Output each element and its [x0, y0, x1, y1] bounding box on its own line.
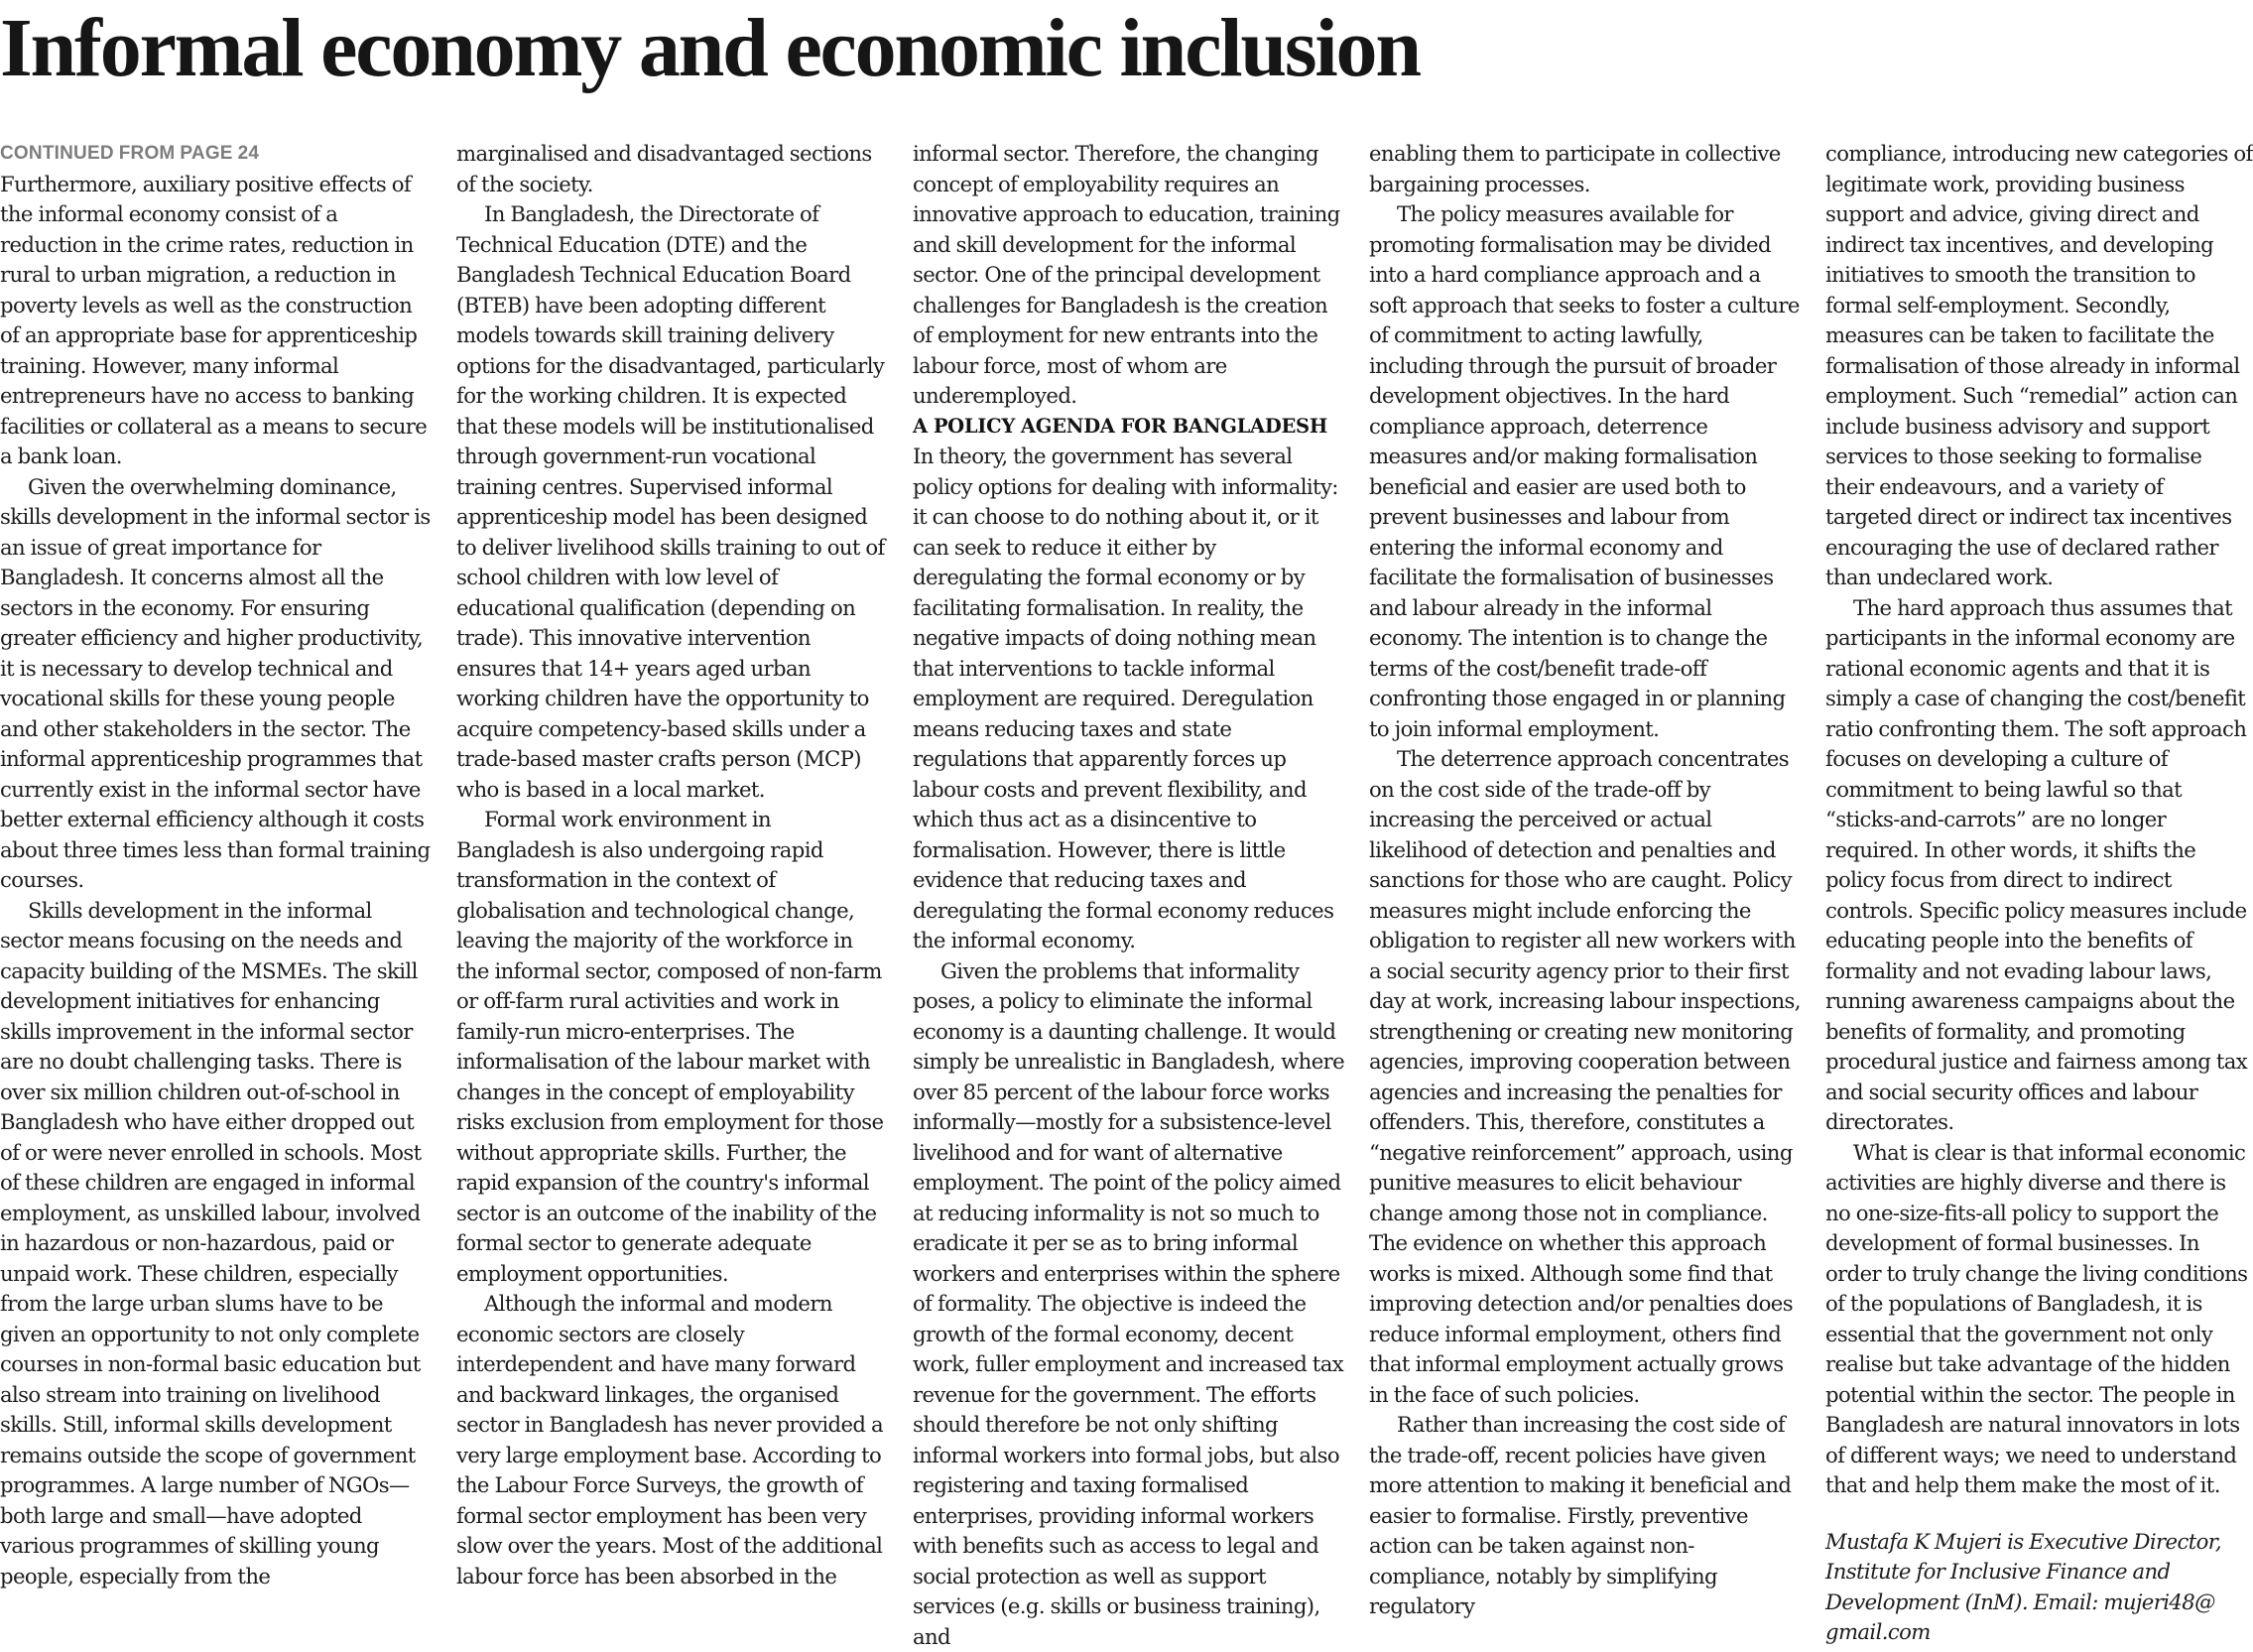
paragraph: In Bangladesh, the Directorate of Technical Education (DTE) and the Bangladesh Technical Education Board (BTEB) have been adopting different models towards skill training delivery options for the disadvantaged, particularly for the working children. It is expected that these models will be institutionalised through government-run vocational training centres. Supervised informal apprenticeship model has been designed to deliver livelihood skills training to out of school children with low level of educational qualification (depending on trade). This innovative intervention ensures that 14+ years aged urban working children have the opportunity to acquire competency-based skills under a trade-based master crafts person (MCP) who is based in a local market. — [456, 199, 889, 805]
paragraph-continued: compliance, introducing new categories of legitimate work, providing business support and advice, giving direct and indirect tax incentives, and developing initiatives to smooth the transition to formal self-employment. Secondly, measures can be taken to facilitate the formalisation of those already in informal employment. Such “remedial” action can include business advisory and support services to those seeking to formalise their endeavours, and a variety of targeted direct or indirect tax incentives encouraging the use of declared rather than undeclared work. — [1825, 139, 2253, 593]
paragraph: Furthermore, auxiliary positive effects of the informal economy consist of a reduction in the crime rates, reduction in rural to urban migration, a reduction in poverty levels as well as the construction of an appropriate base for apprenticeship training. However, many informal entrepreneurs have no access to banking facilities or collateral as a means to secure a bank loan. — [0, 170, 433, 472]
article-column-1 — [0, 139, 433, 1587]
continued-from-label: CONTINUED FROM PAGE 24 — [0, 139, 433, 170]
paragraph: The deterrence approach concentrates on the cost side of the trade-off by increasing the perceived or actual likelihood of detection and penalties and sanctions for those who are caught. Policy measures might include enforcing the obligation to register all new workers with a social security agency prior to their first day at work, increasing labour inspections, strengthening or creating new monitoring agencies, improving cooperation between agencies and increasing the penalties for offenders. This, therefore, constitutes a “negative reinforcement” approach, using punitive measures to elicit behaviour change among those not in compliance. The evidence on whether this approach works is mixed. Although some find that improving detection and/or penalties does reduce informal employment, others find that informal employment actually grows in the face of such policies. — [1369, 744, 1802, 1410]
paragraph: Formal work environment in Bangladesh is also undergoing rapid transformation in the context of globalisation and technological change, leaving the majority of the workforce in the informal sector, composed of non-farm or off-farm rural activities and work in family-run micro-enterprises. The informalisation of the labour market with changes in the concept of employability risks exclusion from employment for those without appropriate skills. Further, the rapid expansion of the country's informal sector is an outcome of the inability of the formal sector to generate adequate employment opportunities. — [456, 805, 889, 1289]
article-headline: Informal economy and economic inclusion — [0, 4, 1420, 93]
article-column-3 — [913, 139, 1345, 1587]
paragraph: In theory, the government has several policy options for dealing with informality: it can choose to do nothing about it, or it can seek to reduce it either by deregulating the formal economy or by facilitating formalisation. In reality, the negative impacts of doing nothing mean that interventions to tackle informal employment are required. Deregulation means reducing taxes and state regulations that apparently forces up labour costs and prevent flexibility, and which thus act as a disincentive to formalisation. However, there is little evidence that reducing taxes and deregulating the formal economy reduces the informal economy. — [913, 442, 1345, 956]
paragraph: The hard approach thus assumes that participants in the informal economy are rational economic agents and that it is simply a case of changing the cost/benefit ratio confronting them. The soft approach focuses on developing a culture of commitment to being lawful so that “sticks-and-carrots” are no longer required. In other words, it shifts the policy focus from direct to indirect controls. Specific policy measures include educating people into the benefits of formality and not evading labour laws, running awareness campaigns about the benefits of formality, and promoting procedural justice and fairness among tax and social security offices and labour directorates. — [1825, 593, 2253, 1138]
paragraph-continued: enabling them to participate in collective bargaining processes. — [1369, 139, 1802, 199]
paragraph: Although the informal and modern economic sectors are closely interdependent and have many forward and backward linkages, the organised sector in Bangladesh has never provided a very large employment base. According to the Labour Force Surveys, the growth of formal sector employment has been very slow over the years. Most of the additional labour force has been absorbed in the — [456, 1289, 889, 1591]
section-subhead: A POLICY AGENDA FOR BANGLADESH — [913, 412, 1345, 443]
paragraph-continued: informal sector. Therefore, the changing concept of employability requires an innovative approach to education, training and skill development for the informal sector. One of the principal development challenges for Bangladesh is the creation of employment for new entrants into the labour force, most of whom are underemployed. — [913, 139, 1345, 412]
paragraph: What is clear is that informal economic activities are highly diverse and there is no one-size-fits-all policy to support the development of formal businesses. In order to truly change the living conditions of the populations of Bangladesh, it is essential that the government not only realise but take advantage of the hidden potential within the sector. The people in Bangladesh are natural innovators in lots of different ways; we need to understand that and help them make the most of it. — [1825, 1138, 2253, 1501]
article-column-4 — [1369, 139, 1802, 1587]
paragraph: Given the problems that informality poses, a policy to eliminate the informal economy is a daunting challenge. It would simply be unrealistic in Bangladesh, where over 85 percent of the labour force works informally—mostly for a subsistence-level livelihood and for want of alternative employment. The point of the policy aimed at reducing informality is not so much to eradicate it per se as to bring informal workers and enterprises within the sphere of formality. The objective is indeed the growth of the formal economy, decent work, fuller employment and increased tax revenue for the government. The efforts should therefore be not only shifting informal workers into formal jobs, but also registering and taxing formalised enterprises, providing informal workers with benefits such as access to legal and social protection as well as support services (e.g. skills or business training), and — [913, 956, 1345, 1652]
article-column-2 — [456, 139, 889, 1587]
paragraph: Given the overwhelming dominance, skills development in the informal sector is an issue of great importance for Bangladesh. It concerns almost all the sectors in the economy. For ensuring greater efficiency and higher productivity, it is necessary to develop technical and vocational skills for these young people and other stakeholders in the sector. The informal apprenticeship programmes that currently exist in the informal sector have better external efficiency although it costs about three times less than formal training courses. — [0, 472, 433, 896]
paragraph: The policy measures available for promoting formalisation may be divided into a hard compliance approach and a soft approach that seeks to foster a culture of commitment to acting lawfully, including through the pursuit of broader development objectives. In the hard compliance approach, deterrence measures and/or making formalisation beneficial and easier are used both to prevent businesses and labour from entering the informal economy and facilitate the formalisation of businesses and labour already in the informal economy. The intention is to change the terms of the cost/benefit trade-off confronting those engaged in or planning to join informal employment. — [1369, 199, 1802, 744]
article-column-5 — [1825, 139, 2253, 1587]
paragraph-continued: marginalised and disadvantaged sections of the society. — [456, 139, 889, 199]
paragraph: Rather than increasing the cost side of the trade-off, recent policies have given more attention to making it beneficial and easier to formalise. Firstly, preventive action can be taken against non-compliance, notably by simplifying regulatory — [1369, 1410, 1802, 1622]
paragraph: Skills development in the informal sector means focusing on the needs and capacity building of the MSMEs. The skill development initiatives for enhancing skills improvement in the informal sector are no doubt challenging tasks. There is over six million children out-of-school in Bangladesh who have either dropped out of or were never enrolled in schools. Most of these children are engaged in informal employment, as unskilled labour, involved in hazardous or non-hazardous, paid or unpaid work. These children, especially from the large urban slums have to be given an opportunity to not only complete courses in non-formal basic education but also stream into training on livelihood skills. Still, informal skills development remains outside the scope of government programmes. A large number of NGOs—both large and small—have adopted various programmes of skilling young people, especially from the — [0, 896, 433, 1592]
author-byline: Mustafa K Mujeri is Executive Director, Institute for Inclusive Finance and Development (InM). Email: mujeri48@ gmail.com — [1825, 1527, 2253, 1648]
